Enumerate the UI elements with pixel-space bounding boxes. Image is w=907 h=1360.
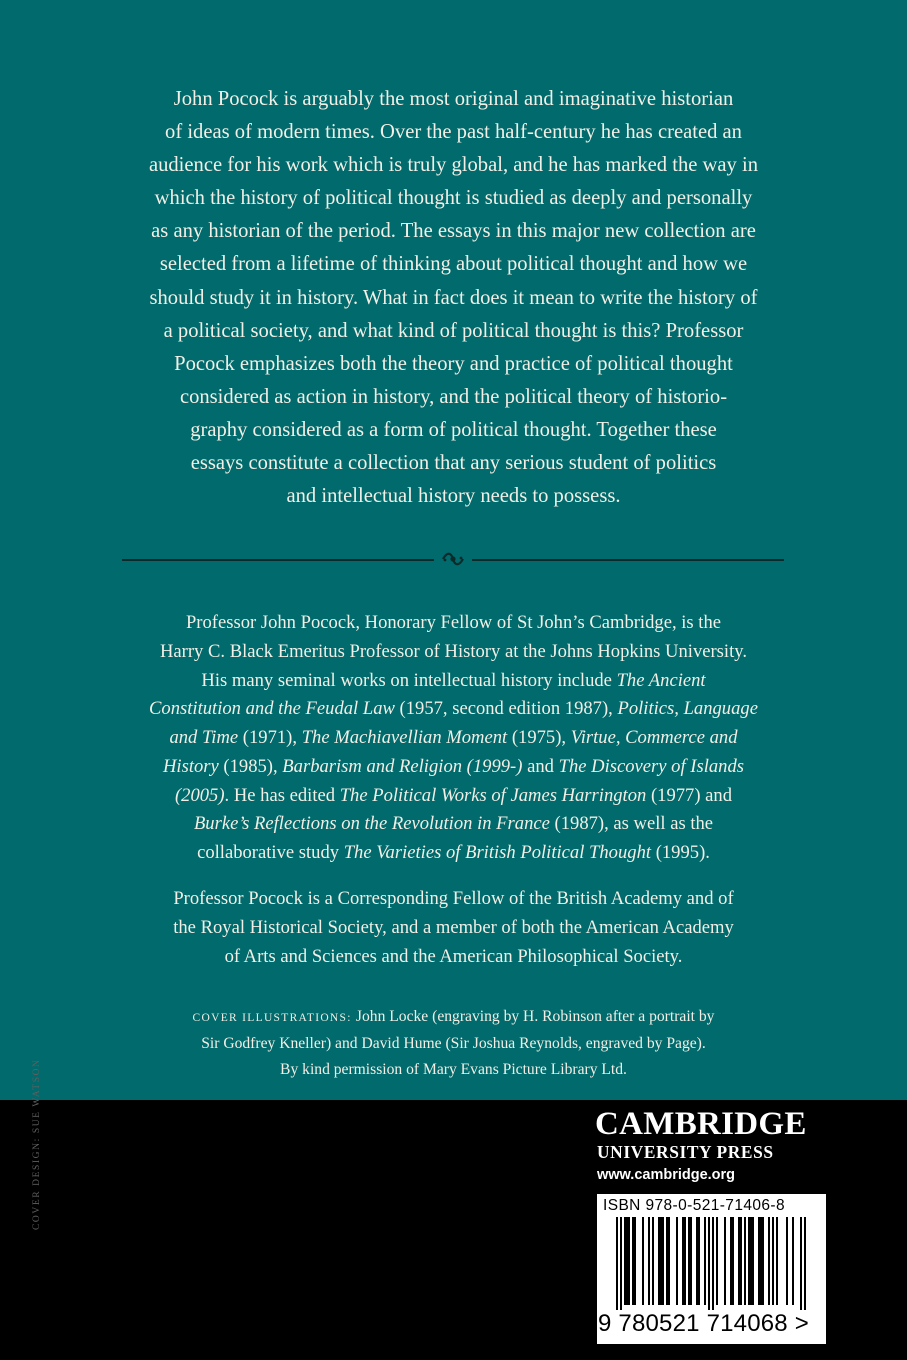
book-title: Burke’s Reflections on the Revolution in France [193,813,550,835]
barcode-bar [658,1217,660,1305]
book-title: and Time [169,727,239,748]
barcode-bar [730,1217,732,1305]
barcode-bar [786,1217,788,1305]
blurb-paragraph [110,83,797,513]
barcode-bar [632,1217,634,1305]
barcode-bar [772,1217,774,1305]
bio-line: and Time (1971), The Machiavellian Moment (1975), Virtue, Commerce and [169,727,738,748]
bio-line: Constitution and the Feudal Law (1957, second edition 1987), Politics, Language [149,698,758,720]
book-title: The Ancient [616,669,706,691]
blurb-line: which the history of political thought is studied as deeply and personally [154,187,753,210]
barcode-bar [750,1217,752,1305]
barcode-bar [652,1217,654,1305]
barcode-bar [758,1217,760,1305]
blurb-line: as any historian of the period. The essays in this major new collection are [151,220,756,243]
barcode-bar [708,1217,710,1310]
barcode-bar [666,1217,668,1305]
barcode-bar [768,1217,770,1305]
fleuron-ornament-icon [441,548,465,570]
bio-line: of Arts and Sciences and the American Philosophical Society. [224,945,683,967]
book-title: Constitution and the Feudal Law [149,698,395,720]
barcode-bar [684,1217,686,1305]
barcode-bar [704,1217,706,1305]
publisher-url: www.cambridge.org [597,1167,736,1183]
book-title: The Political Works of James Harrington [339,784,647,806]
bio-line: Burke’s Reflections on the Revolution in France (1987), as well as the [193,813,714,835]
publisher-name: CAMBRIDGE [595,1106,807,1142]
book-title: Barbarism and Religion (1999-) [282,755,523,777]
book-title: Virtue, Commerce and [570,727,738,748]
blurb-line: John Pocock is arguably the most original and imaginative historian [173,88,734,110]
blurb-line: of ideas of modern times. Over the past half-century he has created an [165,121,742,144]
bio-line: Professor John Pocock, Honorary Fellow of St John’s Cambridge, is the [185,612,722,633]
book-title: History [162,755,219,777]
bio-line: Professor Pocock is a Corresponding Fellow of the British Academy and of [173,888,734,909]
blurb-line: considered as action in history, and the political theory of historio- [179,385,728,408]
blurb-line: graphy considered as a form of political thought. Together these [190,418,717,441]
blurb-line: selected from a lifetime of thinking about political thought and how we [159,253,748,276]
book-title: Politics, Language [617,698,758,720]
barcode-bar [696,1217,698,1305]
barcode-bar [800,1217,802,1310]
barcode-bar [738,1217,740,1305]
barcode-bar [732,1217,734,1305]
barcode-bar [634,1217,636,1305]
cover-design-credit [32,1190,42,1230]
section-divider [122,559,784,561]
barcode-bar [752,1217,754,1305]
divider-rule-left [122,559,434,561]
author-fellowships-paragraph [110,885,797,971]
barcode-bar [776,1217,778,1305]
bio-line: the Royal Historical Society, and a member of both the American Academy [173,916,734,938]
barcode-bar [648,1217,650,1305]
credits-label: COVER ILLUSTRATIONS: [192,1012,356,1024]
barcode-bar [716,1217,718,1305]
book-title: The Machiavellian Moment [301,727,508,748]
barcode-icon [603,1217,818,1310]
book-title: The Discovery of Islands [558,755,745,777]
ean-digits: 9 780521 714068 > [598,1310,809,1337]
divider-rule-right [472,559,784,561]
barcode-bar [748,1217,750,1305]
barcode-bar [792,1217,794,1305]
barcode-bar [740,1217,742,1305]
bio-line: (2005). He has edited The Political Works of James Harrington (1977) and [174,784,733,806]
barcode-bar [662,1217,664,1305]
barcode-bar [698,1217,700,1305]
barcode-bar [712,1217,714,1310]
author-bio-paragraph [110,609,797,868]
bio-line: collaborative study The Varieties of British Political Thought (1995). [197,842,710,863]
credits-line: By kind permission of Mary Evans Picture Library Ltd. [280,1061,627,1078]
barcode-bar [676,1217,678,1305]
blurb-line: Pocock emphasizes both the theory and practice of political thought [174,352,733,375]
barcode-bar [628,1217,630,1305]
publisher-subtitle: UNIVERSITY PRESS [597,1142,774,1162]
isbn-barcode-block [597,1194,826,1344]
bio-line: Harry C. Black Emeritus Professor of History at the Johns Hopkins University. [159,640,747,662]
blurb-line: a political society, and what kind of political thought is this? Professor [163,319,744,342]
barcode-bar [690,1217,692,1305]
isbn-label: ISBN 978-0-521-71406-8 [603,1197,785,1214]
credits-line: COVER ILLUSTRATIONS: John Locke (engraving by H. Robinson after a portrait by [192,1008,715,1025]
barcode-bar [804,1217,806,1310]
cover-illustration-credits [110,1004,797,1083]
barcode-bar [688,1217,690,1305]
barcode-bar [642,1217,644,1305]
bio-line: History (1985), Barbarism and Religion (1999-) and The Discovery of Islands [162,755,745,777]
barcode-bar [724,1217,726,1305]
barcode-bar [668,1217,670,1305]
barcode-bar [616,1217,618,1310]
blurb-line: essays constitute a collection that any serious student of politics [190,452,717,475]
blurb-line: audience for his work which is truly global, and he has marked the way in [148,154,759,177]
barcode-bar [624,1217,626,1305]
barcode-bar [762,1217,764,1305]
barcode-bar [760,1217,762,1305]
barcode-bar [682,1217,684,1305]
blurb-line: and intellectual history needs to possess. [286,485,621,508]
blurb-line: should study it in history. What in fact does it mean to write the history of [149,286,758,309]
barcode-bar [626,1217,628,1305]
barcode-bar [620,1217,622,1310]
credits-line: Sir Godfrey Kneller) and David Hume (Sir Joshua Reynolds, engraved by Page). [201,1035,706,1052]
barcode-bar [744,1217,746,1305]
book-title: The Varieties of British Political Thought [343,842,652,863]
bio-line: His many seminal works on intellectual history include The Ancient [201,669,706,691]
barcode-bar [660,1217,662,1305]
publisher-logo [595,1106,830,1185]
